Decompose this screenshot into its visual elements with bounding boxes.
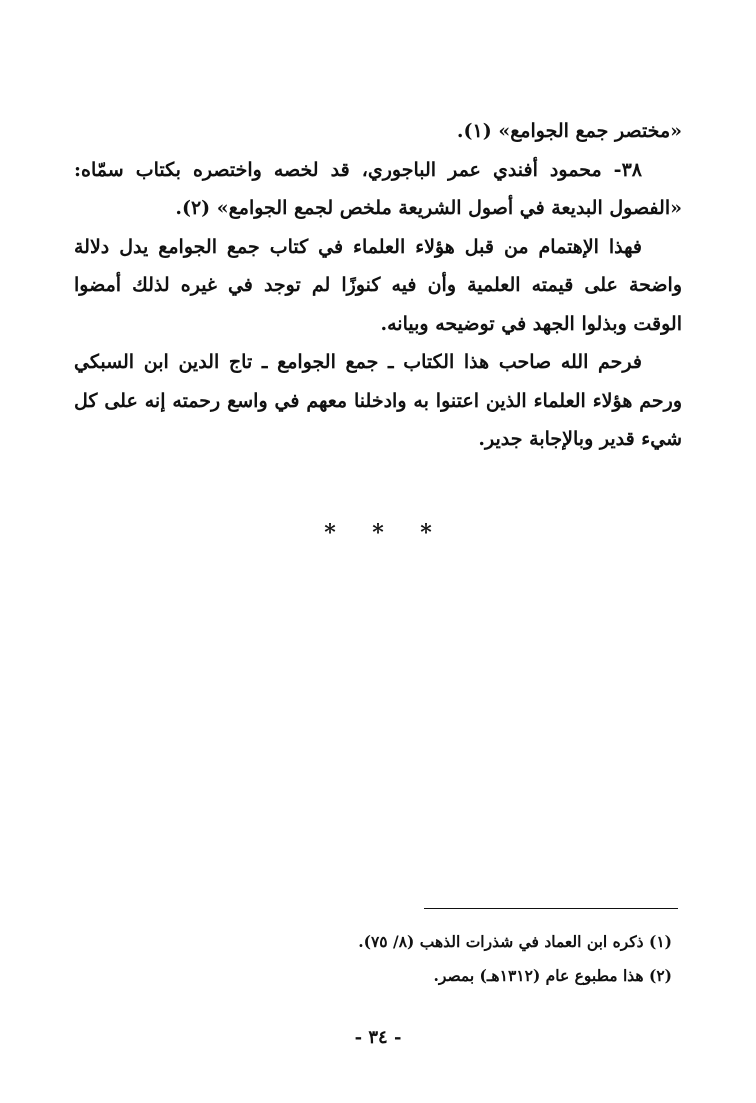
footnote-2: (٢) هذا مطبوع عام (١٣١٢هـ) بمصر.: [433, 966, 672, 985]
paragraph-item-38: ٣٨- محمود أفندي عمر الباجوري، قد لخصه واختصره بكتاب سمّاه: «الفصول البديعة في أصول الشريعة ملخص لجمع الجوامع» (٢).: [74, 158, 682, 219]
separator-star: *: [420, 520, 432, 546]
separator-star: *: [372, 520, 384, 546]
footnote-divider: [424, 908, 678, 909]
section-separator: [0, 518, 756, 548]
page-number-text: - ٣٤ -: [354, 1027, 402, 1048]
footnotes: [200, 925, 672, 993]
paragraph-title-continuation: «مختصر جمع الجوامع» (١).: [456, 120, 682, 142]
page-number: [0, 1023, 756, 1053]
paragraph-importance: فهذا الإهتمام من قبل هؤلاء العلماء في كتاب جمع الجوامع يدل دلالة واضحة على قيمته العلمية وأن فيه كنوزًا لم توجد في غيره لذلك أمضوا الوقت وبذلوا الجهد في توضيحه وبيانه.: [74, 235, 682, 335]
paragraph-prayer: فرحم الله صاحب هذا الكتاب ـ جمع الجوامع ـ تاج الدين ابن السبكي ورحم هؤلاء العلماء الذين اعتنوا به وادخلنا معهم في واسع رحمته إنه على كل شيء قدير وبالإجابة جدير.: [74, 351, 682, 450]
main-text: [74, 112, 682, 459]
footnote-1: (١) ذكره ابن العماد في شذرات الذهب (٨/ ٧٥).: [358, 932, 672, 951]
separator-star: *: [324, 520, 336, 546]
